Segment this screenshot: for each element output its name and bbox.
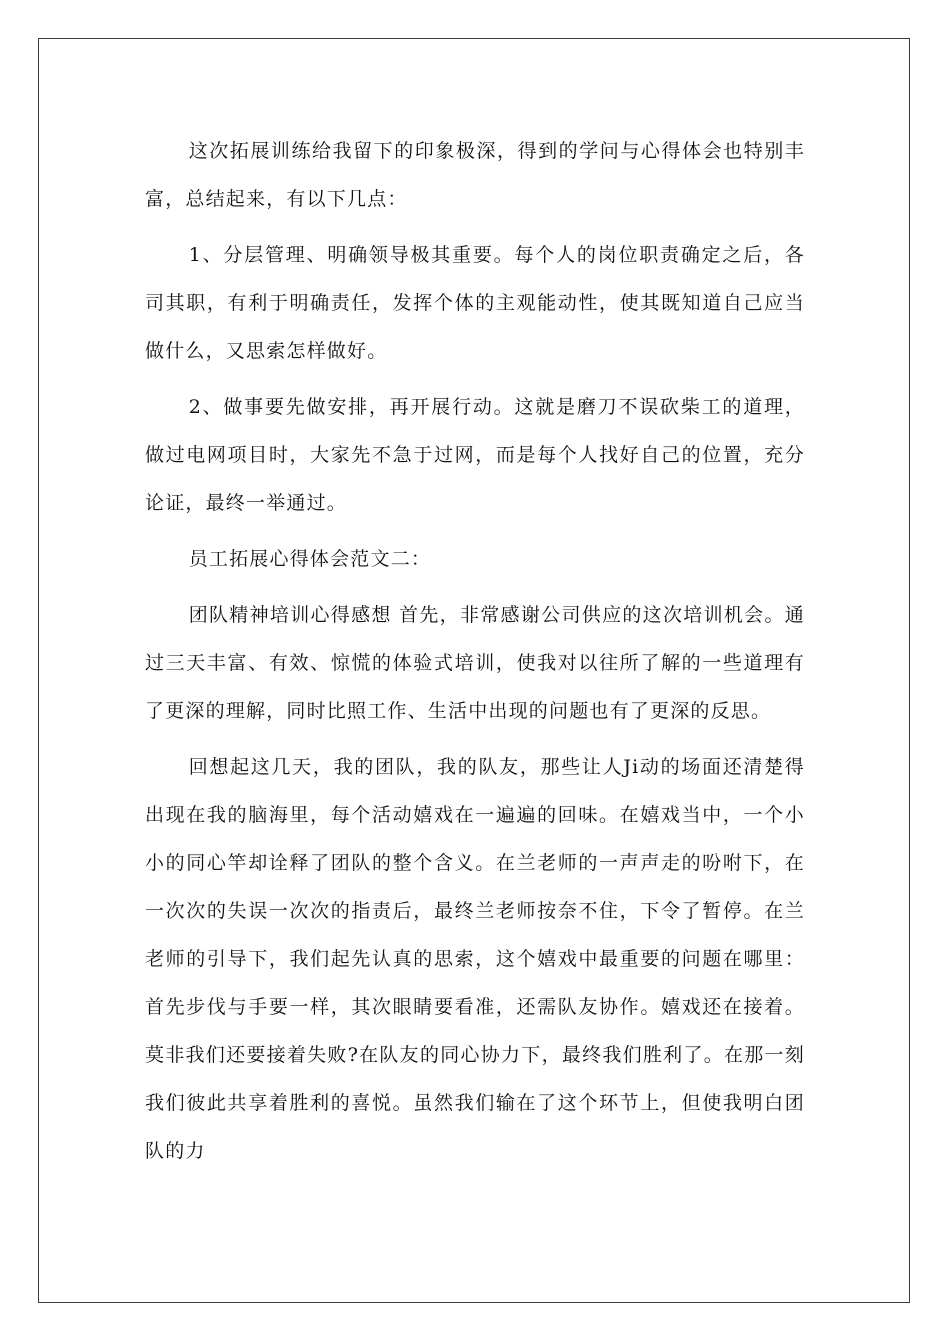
section-heading: 员工拓展心得体会范文二：: [188, 548, 432, 570]
paragraph-point-2: 2、做事要先做安排，再开展行动。这就是磨刀不误砍柴工的道理，做过电网项目时，大家先不急于过网，而是每个人找好自己的位置，充分论证，最终一举通过。: [145, 396, 805, 514]
document-body: [145, 127, 805, 1183]
paragraph-intro: 这次拓展训练给我留下的印象极深，得到的学问与心得体会也特别丰富，总结起来，有以下几点：: [145, 140, 805, 210]
paragraph-team-spirit: 团队精神培训心得感想 首先，非常感谢公司供应的这次培训机会。通过三天丰富、有效、惊慌的体验式培训，使我对以往所了解的一些道理有了更深的理解，同时比照工作、生活中出现的问题也有了更深的反思。: [145, 604, 805, 722]
paragraph-point-1: 1、分层管理、明确领导极其重要。每个人的岗位职责确定之后，各司其职，有利于明确责任，发挥个体的主观能动性，使其既知道自己应当做什么，又思索怎样做好。: [145, 244, 805, 362]
paragraph-recollection: 回想起这几天，我的团队，我的队友，那些让人Ji动的场面还清楚得出现在我的脑海里，每个活动嬉戏在一遍遍的回味。在嬉戏当中，一个小小的同心竿却诠释了团队的整个含义。在兰老师的一声声走的吩咐下，在一次次的失误一次次的指责后，最终兰老师按奈不住，下令了暂停。在兰老师的引导下，我们起先认真的思索，这个嬉戏中最重要的问题在哪里：首先步伐与手要一样，其次眼睛要看准，还需队友协作。嬉戏还在接着。莫非我们还要接着失败?在队友的同心协力下，最终我们胜利了。在那一刻我们彼此共享着胜利的喜悦。虽然我们输在了这个环节上，但使我明白团队的力: [145, 756, 805, 1162]
